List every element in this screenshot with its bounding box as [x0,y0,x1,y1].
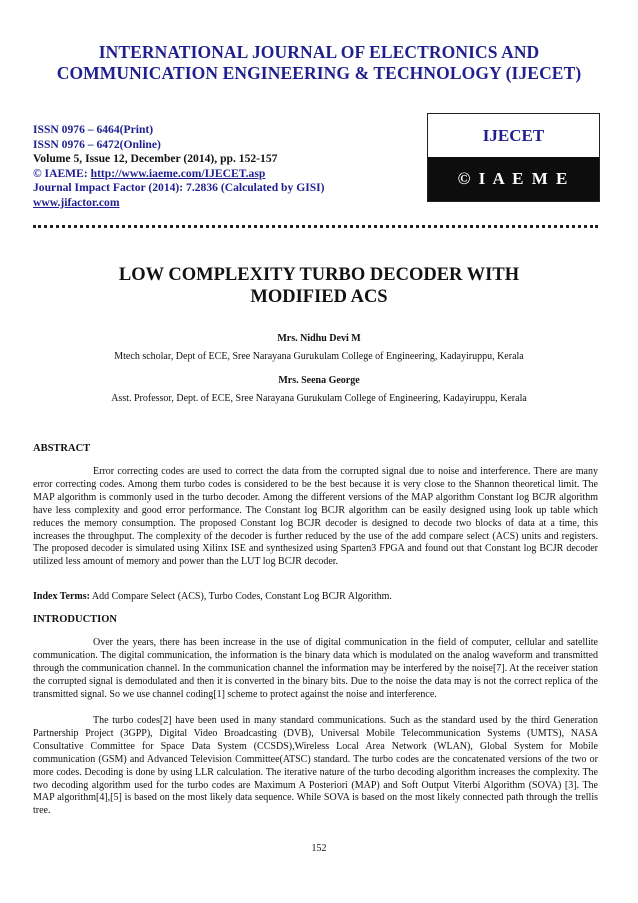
journal-logo [427,113,600,202]
logo-ijecet-text: IJECET [428,114,599,157]
journal-title-line-1: INTERNATIONAL JOURNAL OF ELECTRONICS AND [98,42,540,62]
logo-iaeme-text: © I A E M E [428,157,599,201]
journal-title [0,42,638,84]
abstract-text: Error correcting codes are used to correct the data from the corrupted signal due to noise and interference. There are many error correcting codes. Among them turbo codes is considered to be the best because it is very close to the Shannon theoretical limit. The MAP algorithm is commonly used in the turbo decoder. Among the different versions of the MAP algorithm Constant log BCJR algorithm have less complexity and good error performance. The Constant log BCJR algorithm can be easily designed using look up table which reduces the memory consumption. The proposed Constant log BCJR decoder is designed to decode two blocks of data at a time, this increases the throughput. The complexity of the decoder is further reduced by the use of the add compare select (ACS) units and registers. The proposed decoder is simulated using Xilinx ISE and synthesized using Sparten3 FPGA and found out that Constant log BCJR decoder utilized less amount of memory and power than the LUT log BCJR decoder. [33,466,598,568]
index-terms [33,591,598,604]
iaeme-prefix: © IAEME: [33,166,91,180]
abstract-heading: ABSTRACT [33,443,91,454]
introduction-paragraph-2: The turbo codes[2] have been used in many standard communications. Such as the standard used by the third Generation Partnership Project (3GPP), Digital Video Broadcasting (DVB), Universal Mobile Telecommunication Systems (UMTS), NASA Consultative Committee for Space Data System (CCSDS),Wireless Local Area Network (WLAN), Global System for Mobile communication (GSM) and Advanced Television Committee(ATSC) standard. The turbo codes are the concatenated versions of the two or more codes. Decoding is done by using LLR calculation. The iterative nature of the turbo decoding algorithm increases the complexity. The two decoding algorithm used for the turbo codes are Maximum A Posteriori (MAP) and Soft Output Viterbi Algorithm (SOVA) [3]. The MAP algorithm[4],[5] is based on the most likely data sequence. While SOVA is based on the most likely connected path through the trellis tree. [33,715,598,817]
volume-info: Volume 5, Issue 12, December (2014), pp. 152-157 [33,152,278,166]
iaeme-link[interactable]: http://www.iaeme.com/IJECET.asp [90,166,266,180]
author-1: Mrs. Nidhu Devi M [277,333,361,344]
index-terms-label: Index Terms: [33,591,90,602]
paper-title-line-1: LOW COMPLEXITY TURBO DECODER WITH [118,265,520,285]
affiliation-1: Mtech scholar, Dept of ECE, Sree Narayana Gurukulam College of Engineering, Kadayiruppu, Kerala [114,351,524,362]
issn-online: ISSN 0976 – 6472(Online) [33,137,161,151]
author-2: Mrs. Seena George [278,375,360,386]
iaeme-line [33,167,423,182]
introduction-paragraph-1: Over the years, there has been increase in the use of digital communication in the field of computer, cellular and satellite communication. The digital communication, the information is the binary data which is modulated on the analog waveform and transmitted through the communication channel. In the communication channel the information may be interfered by the noise[7]. At the receiver station the corrupted signal is demodulated and then it is converted in the binary bits. Due to the noise the data may is not the correct replica of the transmitted signal. So we use channel coding[1] scheme to protect against the noise and interference. [33,637,598,700]
introduction-heading: INTRODUCTION [33,614,118,625]
dotted-divider [33,225,598,228]
journal-metadata [33,123,423,211]
jifactor-link[interactable]: www.jifactor.com [33,195,120,209]
journal-title-line-2: COMMUNICATION ENGINEERING & TECHNOLOGY (IJECET) [56,63,582,83]
issn-print: ISSN 0976 – 6464(Print) [33,123,154,136]
paper-title-line-2: MODIFIED ACS [250,287,388,307]
affiliation-2: Asst. Professor, Dept. of ECE, Sree Narayana Gurukulam College of Engineering, Kadayiruppu, Kerala [111,393,527,404]
paper-title [0,264,638,308]
page-number: 152 [311,843,327,854]
index-terms-text: Add Compare Select (ACS), Turbo Codes, Constant Log BCJR Algorithm. [89,591,392,602]
impact-factor: Journal Impact Factor (2014): 7.2836 (Calculated by GISI) [33,181,325,195]
